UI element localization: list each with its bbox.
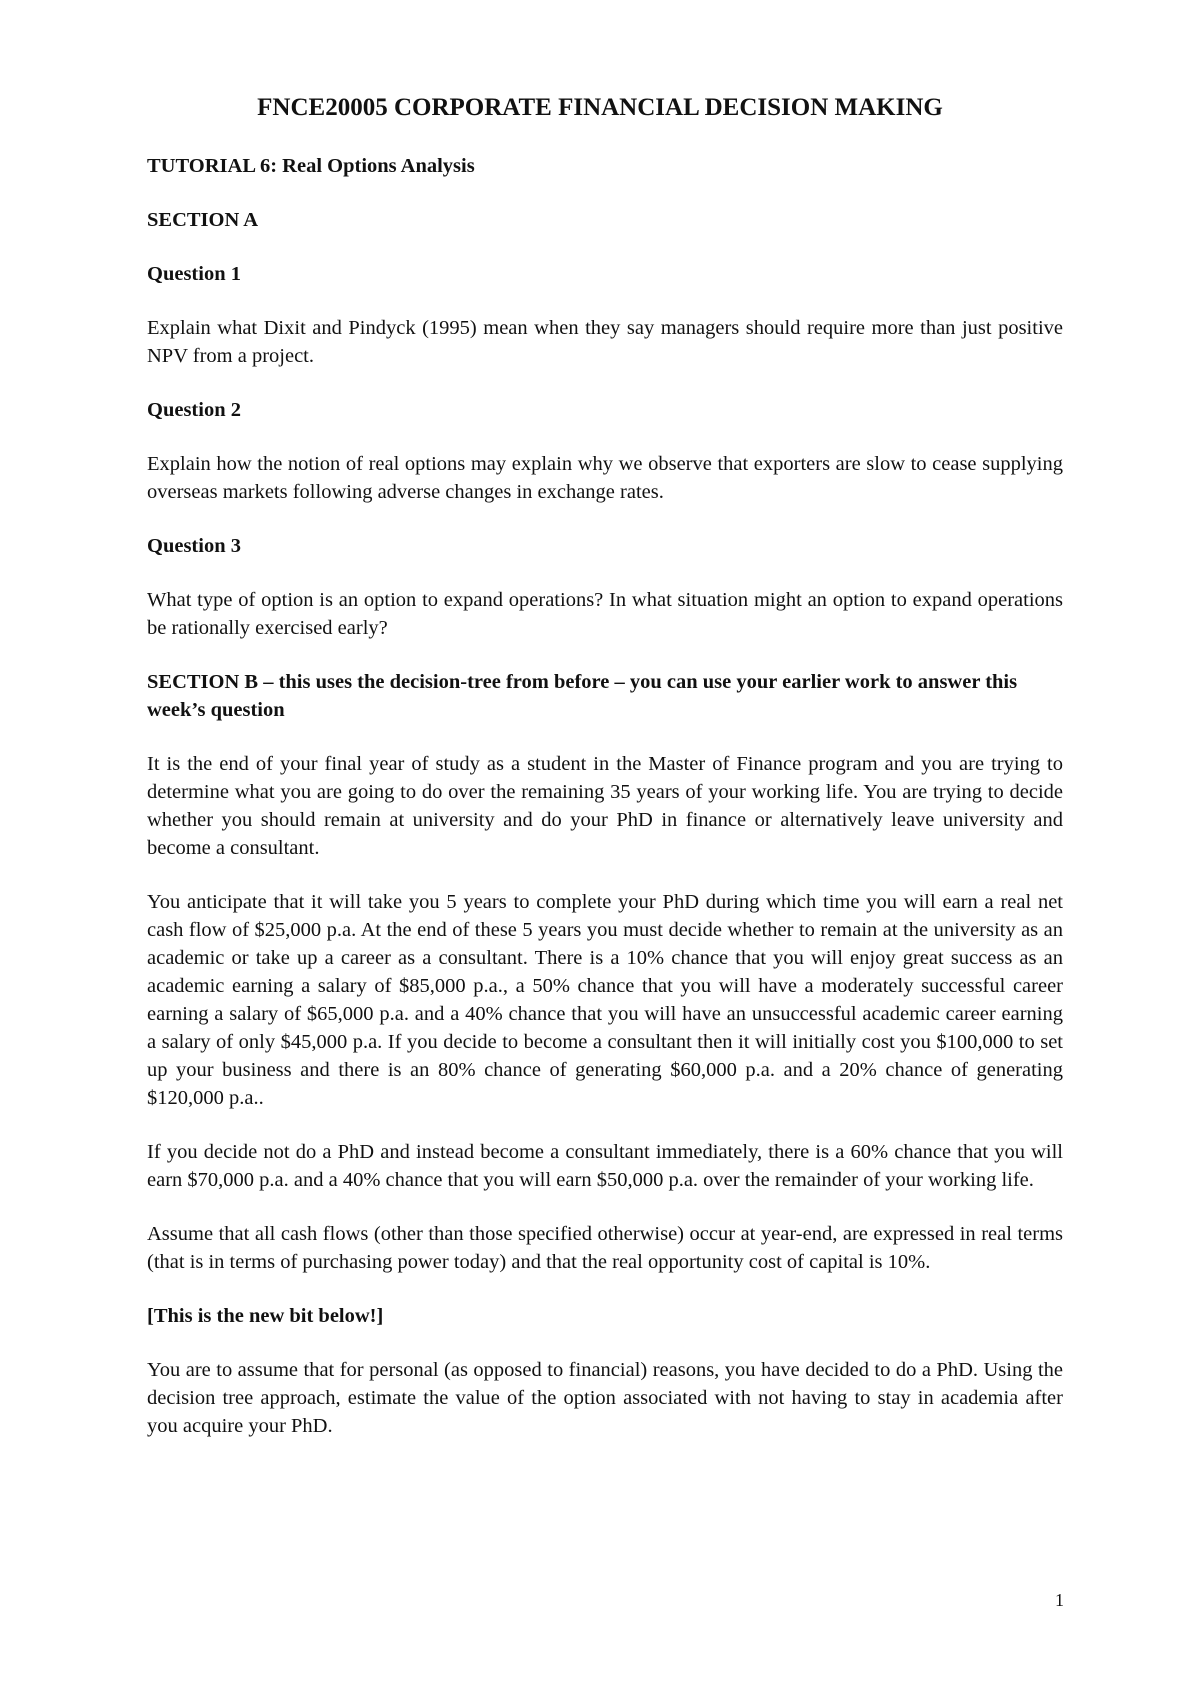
document-title: FNCE20005 CORPORATE FINANCIAL DECISION MAKING (257, 94, 943, 121)
final-paragraph: You are to assume that for personal (as opposed to financial) reasons, you have decided to do a PhD. Using the decision tree approach, estimate the value of the option associated with not having to stay in academia after you acquire your PhD. (147, 1359, 1063, 1437)
tutorial-heading: TUTORIAL 6: Real Options Analysis (147, 155, 475, 177)
new-bit-heading: [This is the new bit below!] (147, 1305, 384, 1327)
question-3-heading: Question 3 (147, 535, 241, 557)
document-body (147, 152, 1063, 1466)
section-b-paragraph-2: You anticipate that it will take you 5 years to complete your PhD during which time you will earn a real net cash flow of $25,000 p.a. At the end of these 5 years you must decide whether to remain at the university as an academic or take up a career as a consultant. There is a 10% chance that you will enjoy great success as an academic earning a salary of $85,000 p.a., a 50% chance that you will have a moderately successful career earning a salary of $65,000 p.a. and a 40% chance that you will have an unsuccessful academic career earning a salary of only $45,000 p.a. If you decide to become a consultant then it will initially cost you $100,000 to set up your business and there is an 80% chance of generating $60,000 p.a. and a 20% chance of generating $120,000 p.a.. (147, 891, 1063, 1109)
question-2-heading: Question 2 (147, 399, 241, 421)
section-b-paragraph-3: If you decide not do a PhD and instead become a consultant immediately, there is a 60% chance that you will earn $70,000 p.a. and a 40% chance that you will earn $50,000 p.a. over the remainder of your working life. (147, 1141, 1063, 1191)
question-3-text: What type of option is an option to expand operations? In what situation might an option to expand operations be rationally exercised early? (147, 589, 1063, 639)
section-b-heading: SECTION B – this uses the decision-tree from before – you can use your earlier work to answer this week’s question (147, 671, 1018, 721)
question-1-text: Explain what Dixit and Pindyck (1995) mean when they say managers should require more than just positive NPV from a project. (147, 317, 1063, 367)
section-b-paragraph-4: Assume that all cash flows (other than those specified otherwise) occur at year-end, are expressed in real terms (that is in terms of purchasing power today) and that the real opportunity cost of capital is 10%. (147, 1223, 1063, 1273)
page-number: 1 (1055, 1590, 1064, 1610)
question-2-text: Explain how the notion of real options may explain why we observe that exporters are slow to cease supplying overseas markets following adverse changes in exchange rates. (147, 453, 1063, 503)
section-a-heading: SECTION A (147, 209, 259, 231)
question-1-heading: Question 1 (147, 263, 241, 285)
section-b-paragraph-1: It is the end of your final year of study as a student in the Master of Finance program and you are trying to determine what you are going to do over the remaining 35 years of your working life. You are trying to decide whether you should remain at university and do your PhD in finance or alternatively leave university and become a consultant. (147, 753, 1063, 859)
